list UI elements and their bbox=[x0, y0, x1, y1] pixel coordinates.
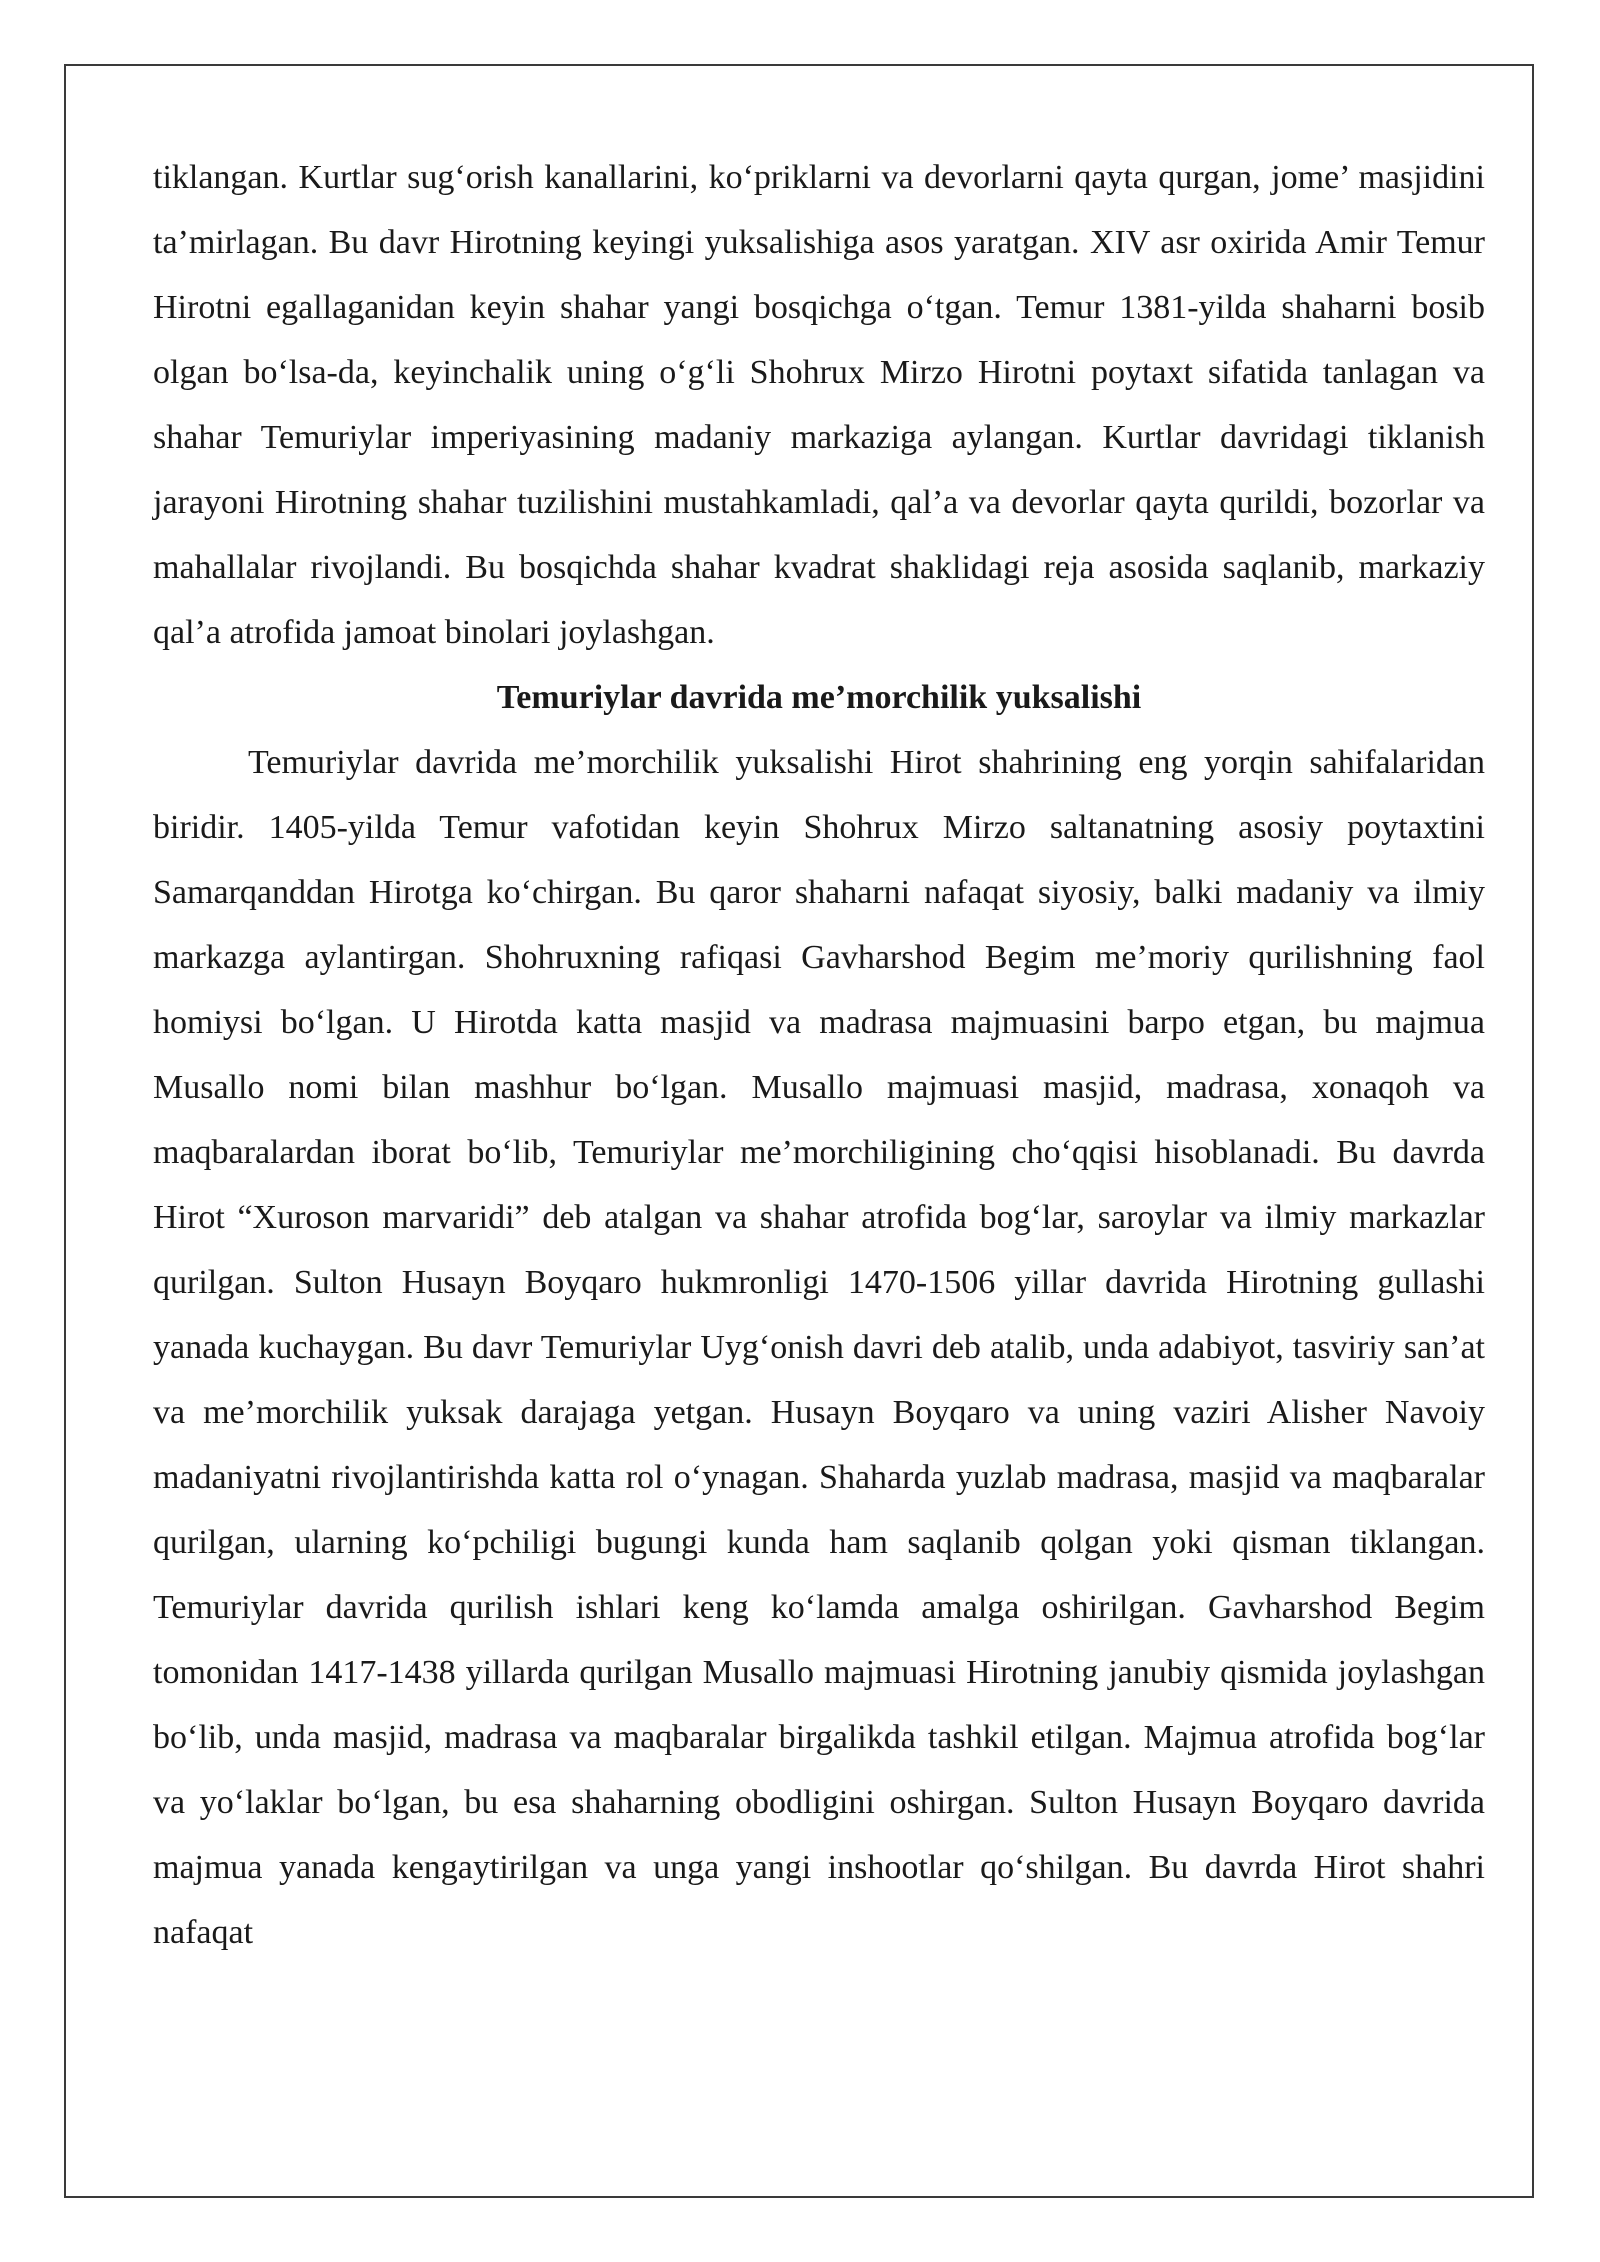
paragraph-timurid-architecture: Temuriylar davrida me’morchilik yuksalishi Hirot shahrining eng yorqin sahifalaridan biridir. 1405-yilda Temur vafotidan keyin Shohrux Mirzo saltanatning asosiy poytaxtini Samarqanddan Hirotga ko‘chirgan. Bu qaror shaharni nafaqat siyosiy, balki madaniy va ilmiy markazga aylantirgan. Shohruxning rafiqasi Gavharshod Begim me’moriy qurilishning faol homiysi bo‘lgan. U Hirotda katta masjid va madrasa majmuasini barpo etgan, bu majmua Musallo nomi bilan mashhur bo‘lgan. Musallo majmuasi masjid, madrasa, xonaqoh va maqbaralardan iborat bo‘lib, Temuriylar me’morchiligining cho‘qqisi hisoblanadi. Bu davrda Hirot “Xuroson marvaridi” deb atalgan va shahar atrofida bog‘lar, saroylar va ilmiy markazlar qurilgan. Sulton Husayn Boyqaro hukmronligi 1470-1506 yillar davrida Hirotning gullashi yanada kuchaygan. Bu davr Temuriylar Uyg‘onish davri deb atalib, unda adabiyot, tasviriy san’at va me’morchilik yuksak darajaga yetgan. Husayn Boyqaro va uning vaziri Alisher Navoiy madaniyatni rivojlantirishda katta rol o‘ynagan. Shaharda yuzlab madrasa, masjid va maqbaralar qurilgan, ularning ko‘pchiligi bugungi kunda ham saqlanib qolgan yoki qisman tiklangan. Temuriylar davrida qurilish ishlari keng ko‘lamda amalga oshirilgan. Gavharshod Begim tomonidan 1417-1438 yillarda qurilgan Musallo majmuasi Hirotning janubiy qismida joylashgan bo‘lib, unda masjid, madrasa va maqbaralar birgalikda tashkil etilgan. Majmua atrofida bog‘lar va yo‘laklar bo‘lgan, bu esa shaharning obodligini oshirgan. Sulton Husayn Boyqaro davrida majmua yanada kengaytirilgan va unga yangi inshootlar qo‘shilgan. Bu davrda Hirot shahri nafaqat bbox=[153, 744, 1485, 1951]
section-heading: Temuriylar davrida me’morchilik yuksalishi bbox=[496, 679, 1142, 716]
document-body bbox=[153, 145, 1485, 1965]
paragraph-continuation: tiklangan. Kurtlar sug‘orish kanallarini, ko‘priklarni va devorlarni qayta qurgan, jome’ masjidini ta’mirlagan. Bu davr Hirotning keyingi yuksalishiga asos yaratgan. XIV asr oxirida Amir Temur Hirotni egallaganidan keyin shahar yangi bosqichga o‘tgan. Temur 1381-yilda shaharni bosib olgan bo‘lsa-da, keyinchalik uning o‘g‘li Shohrux Mirzo Hirotni poytaxt sifatida tanlagan va shahar Temuriylar imperiyasining madaniy markaziga aylangan. Kurtlar davridagi tiklanish jarayoni Hirotning shahar tuzilishini mustahkamladi, qal’a va devorlar qayta qurildi, bozorlar va mahallalar rivojlandi. Bu bosqichda shahar kvadrat shaklidagi reja asosida saqlanib, markaziy qal’a atrofida jamoat binolari joylashgan. bbox=[153, 159, 1485, 651]
